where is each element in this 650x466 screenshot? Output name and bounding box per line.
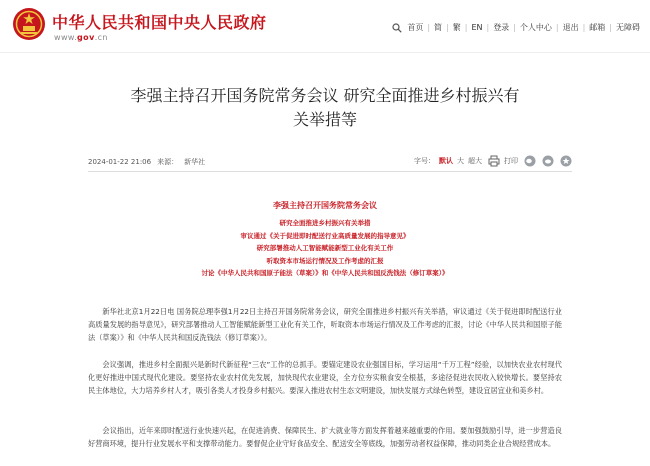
site-title[interactable]: 中华人民共和国中央人民政府 bbox=[52, 13, 267, 32]
nav-logout[interactable]: 退出 bbox=[562, 23, 579, 32]
summary-lead: 李强主持召开国务院常务会议 bbox=[273, 200, 377, 210]
nav-login[interactable]: 登录 bbox=[493, 23, 510, 32]
print-icon[interactable] bbox=[488, 155, 500, 167]
article-meta bbox=[88, 153, 572, 172]
article-paragraph: 会议强调，推进乡村全面振兴是新时代新征程“三农”工作的总抓手。要锚定建设农业强国目标，学习运用“千万工程”经验，以加快农业农村现代化更好推进中国式现代化建设。要坚持农业农村优先发展，加快现代农业建设，全方位夯实粮食安全根基，多途径促进农民收入较快增长。要坚持农民主体地位，大力培养乡村人才，吸引各类人才投身乡村振兴。要深入推进农村生态文明建设，加快发展方式绿色转型，建设宜居宜业和美乡村。 bbox=[88, 360, 562, 396]
summary-item: 讨论《中华人民共和国原子能法（草案）》和《中华人民共和国反洗钱法（修订草案）》 bbox=[201, 269, 449, 277]
site-url bbox=[54, 33, 108, 42]
url-prefix: www. bbox=[54, 33, 78, 42]
summary-item: 审议通过《关于促进即时配送行业高质量发展的指导意见》 bbox=[240, 231, 410, 240]
article-paragraph: 会议指出，近年来即时配送行业快速兴起，在促进消费、保障民生、扩大就业等方面发挥着越来越重要的作用。要加强鼓励引导，进一步营造良好营商环境，提升行业发展水平和支撑带动能力。要督促企业守好食品安全、配送安全等底线，加强劳动者权益保障，推动同类企业合规经营成本。 bbox=[88, 426, 562, 449]
wechat-icon[interactable] bbox=[524, 155, 536, 167]
search-icon[interactable] bbox=[392, 23, 402, 33]
summary-item: 听取资本市场运行情况及工作考虑的汇报 bbox=[266, 256, 384, 265]
nav-separator: | bbox=[427, 23, 431, 32]
nav-traditional[interactable]: 繁 bbox=[452, 23, 461, 32]
nav-english[interactable]: EN bbox=[471, 23, 483, 32]
meta-left bbox=[88, 157, 211, 167]
font-size-xlarge[interactable]: 超大 bbox=[468, 157, 482, 165]
nav-accessibility[interactable]: 无障碍 bbox=[616, 23, 640, 32]
nav-personal-center[interactable]: 个人中心 bbox=[519, 23, 552, 32]
weibo-icon[interactable] bbox=[542, 155, 554, 167]
nav-separator: | bbox=[446, 23, 449, 32]
nav-separator: | bbox=[555, 23, 559, 32]
article-summary bbox=[88, 200, 562, 280]
article-title bbox=[70, 84, 580, 132]
nav-simplified[interactable]: 简 bbox=[434, 23, 443, 32]
nav-home[interactable]: 首页 bbox=[407, 23, 424, 32]
nav-separator: | bbox=[464, 23, 468, 32]
summary-item: 研究部署推动人工智能赋能新型工业化有关工作 bbox=[256, 244, 394, 252]
nav-separator: | bbox=[609, 23, 612, 32]
nav-separator: | bbox=[513, 23, 516, 32]
article-paragraph: 新华社北京1月22日电 国务院总理李强1月22日主持召开国务院常务会议，研究全面推进乡村振兴有关举措，审议通过《关于促进即时配送行业高质量发展的指导意见》，研究部署推动人工智能赋能新型工业化有关工作，听取资本市场运行情况及工作考虑的汇报，讨论《中华人民共和国原子能法（草案）》和《中华人民共和国反洗钱法（修订草案）》。 bbox=[88, 307, 562, 343]
meta-tools bbox=[414, 155, 572, 167]
font-size-label: 字号： bbox=[414, 157, 435, 165]
nav-separator: | bbox=[486, 23, 490, 32]
article-title-line1: 李强主持召开国务院常务会议 研究全面推进乡村振兴有 bbox=[130, 86, 520, 105]
source-label: 来源： bbox=[157, 158, 179, 166]
publish-date: 2024-01-22 21:06 bbox=[88, 158, 152, 166]
top-nav bbox=[392, 22, 640, 33]
national-emblem-icon[interactable] bbox=[12, 7, 46, 41]
nav-separator: | bbox=[582, 23, 586, 32]
nav-email[interactable]: 邮箱 bbox=[589, 23, 606, 32]
url-brand: gov bbox=[77, 33, 95, 42]
site-header bbox=[0, 0, 650, 53]
print-label[interactable]: 打印 bbox=[504, 157, 518, 165]
font-size-large[interactable]: 大 bbox=[457, 157, 464, 165]
summary-item: 研究全面推进乡村振兴有关举措 bbox=[279, 219, 371, 227]
article-title-line2: 关举措等 bbox=[292, 110, 357, 129]
url-suffix: .cn bbox=[94, 33, 108, 42]
source-name: 新华社 bbox=[184, 158, 206, 166]
qzone-icon[interactable] bbox=[560, 155, 572, 167]
font-size-default[interactable]: 默认 bbox=[439, 157, 453, 165]
